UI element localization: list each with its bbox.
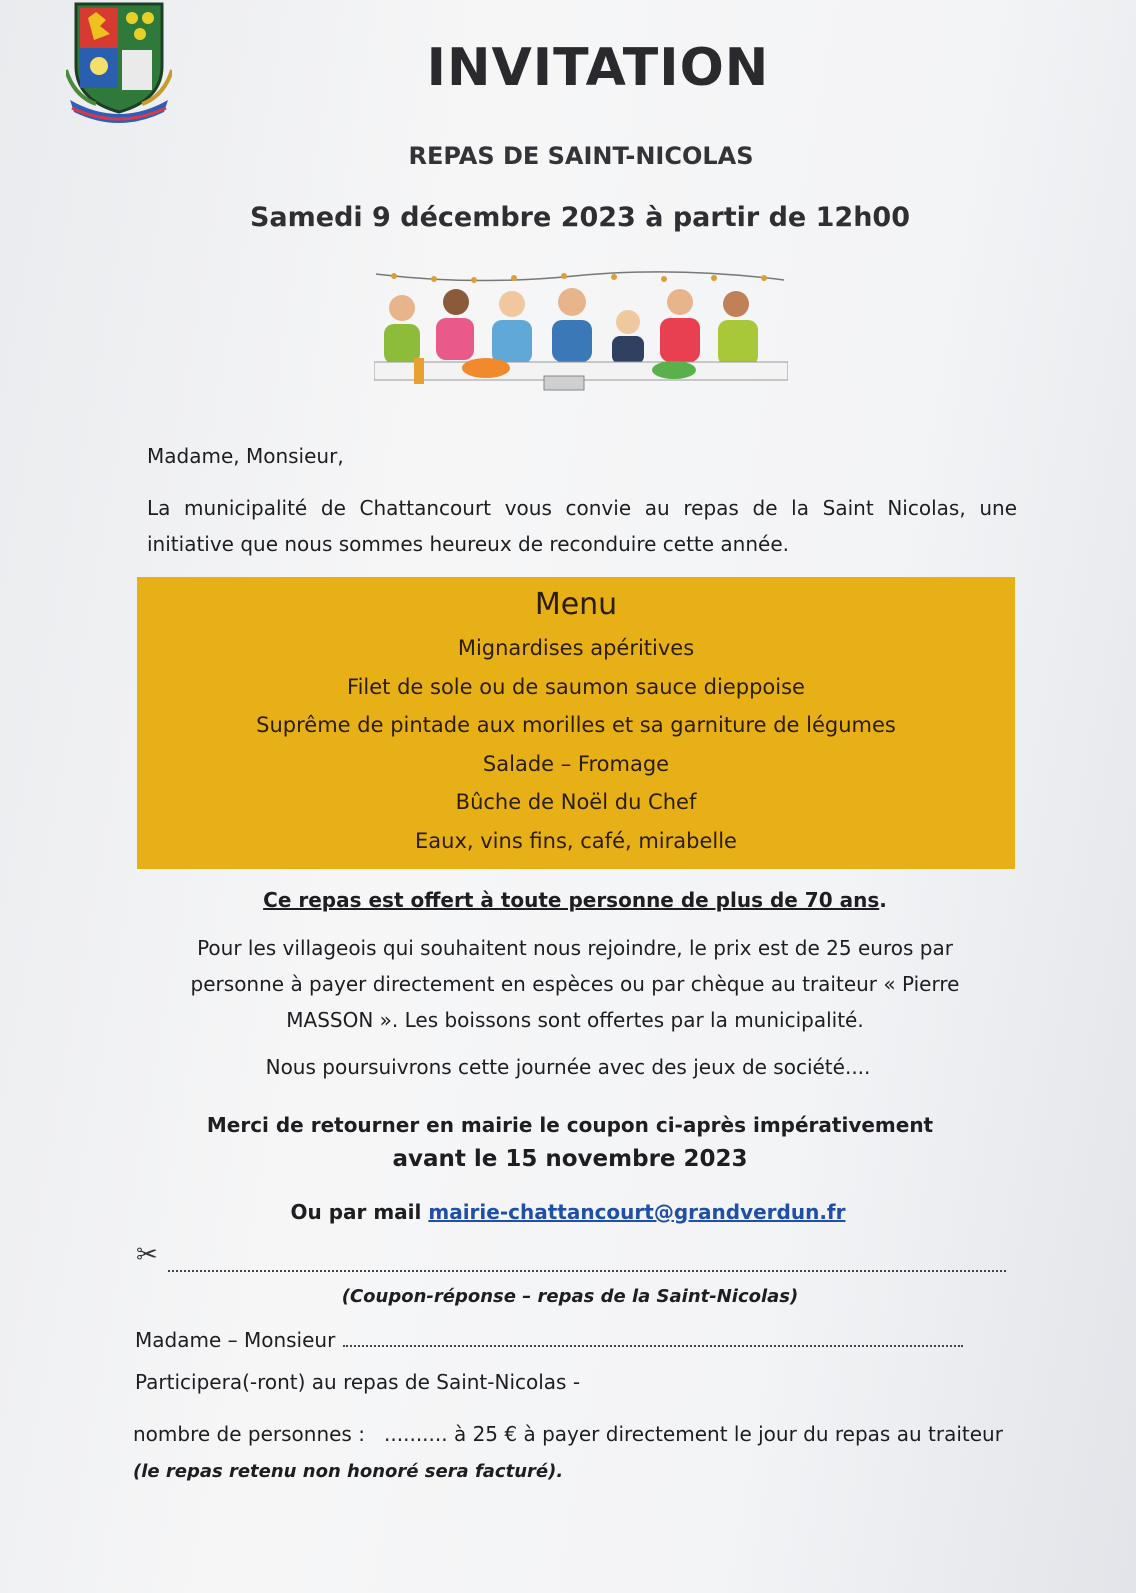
participation-line: Participera(-ront) au repas de Saint-Nicolas -	[135, 1370, 581, 1394]
count-label: nombre de personnes :	[133, 1422, 365, 1446]
cut-line	[136, 1240, 1006, 1276]
free-meal-notice	[0, 888, 1136, 912]
name-blank[interactable]	[343, 1345, 963, 1347]
price-text: à 25 € à payer directement le jour du repas au traiteur	[453, 1422, 1003, 1446]
event-subtitle: REPAS DE SAINT-NICOLAS	[408, 142, 754, 170]
invitation-title: INVITATION	[426, 38, 770, 98]
dotted-cut-line	[168, 1270, 1006, 1272]
mail-prefix: Ou par mail	[290, 1200, 422, 1224]
scissors-icon: ✂	[136, 1240, 158, 1270]
dinner-party-illustration	[374, 266, 788, 416]
return-instructions	[160, 1108, 980, 1176]
menu-item: Eaux, vins fins, café, mirabelle	[415, 828, 737, 853]
free-meal-period: .	[879, 888, 887, 912]
coupon-title: (Coupon-réponse – repas de la Saint-Nicolas)	[341, 1286, 799, 1307]
free-meal-text: Ce repas est offert à toute personne de plus de 70 ans	[263, 888, 880, 912]
billing-note: (le repas retenu non honoré sera facturé).	[133, 1461, 564, 1482]
menu-box	[137, 577, 1015, 869]
count-blank[interactable]: ..........	[384, 1422, 448, 1446]
mail-link[interactable]: mairie-chattancourt@grandverdun.fr	[428, 1200, 846, 1224]
return-deadline: avant le 15 novembre 2023	[392, 1146, 748, 1172]
name-field-line	[135, 1328, 995, 1352]
mail-line	[0, 1200, 1136, 1224]
menu-item: Salade – Fromage	[482, 751, 670, 776]
name-label: Madame – Monsieur	[135, 1328, 336, 1352]
menu-item: Suprême de pintade aux morilles et sa garniture de légumes	[256, 713, 896, 738]
menu-item: Bûche de Noël du Chef	[455, 790, 697, 815]
menu-item: Mignardises apéritives	[457, 636, 695, 660]
menu-item: Filet de sole ou de saumon sauce dieppoise	[347, 674, 805, 699]
return-line: Merci de retourner en mairie le coupon ci-après impérativement	[206, 1113, 934, 1137]
salutation: Madame, Monsieur,	[147, 444, 344, 468]
event-date: Samedi 9 décembre 2023 à partir de 12h00	[249, 202, 911, 233]
menu-title: Menu	[534, 587, 618, 622]
count-line	[133, 1416, 1013, 1490]
price-paragraph: Pour les villageois qui souhaitent nous rejoindre, le prix est de 25 euros par personne à payer directement en espèces ou par chèque au traiteur « Pierre MASSON ». Les boissons sont offertes par la municipalité.	[190, 936, 960, 1032]
intro-paragraph: La municipalité de Chattancourt vous convie au repas de la Saint Nicolas, une initiative que nous sommes heureux de reconduire cette année.	[147, 496, 1017, 556]
games-paragraph: Nous poursuivrons cette journée avec des jeux de société....	[265, 1055, 871, 1079]
